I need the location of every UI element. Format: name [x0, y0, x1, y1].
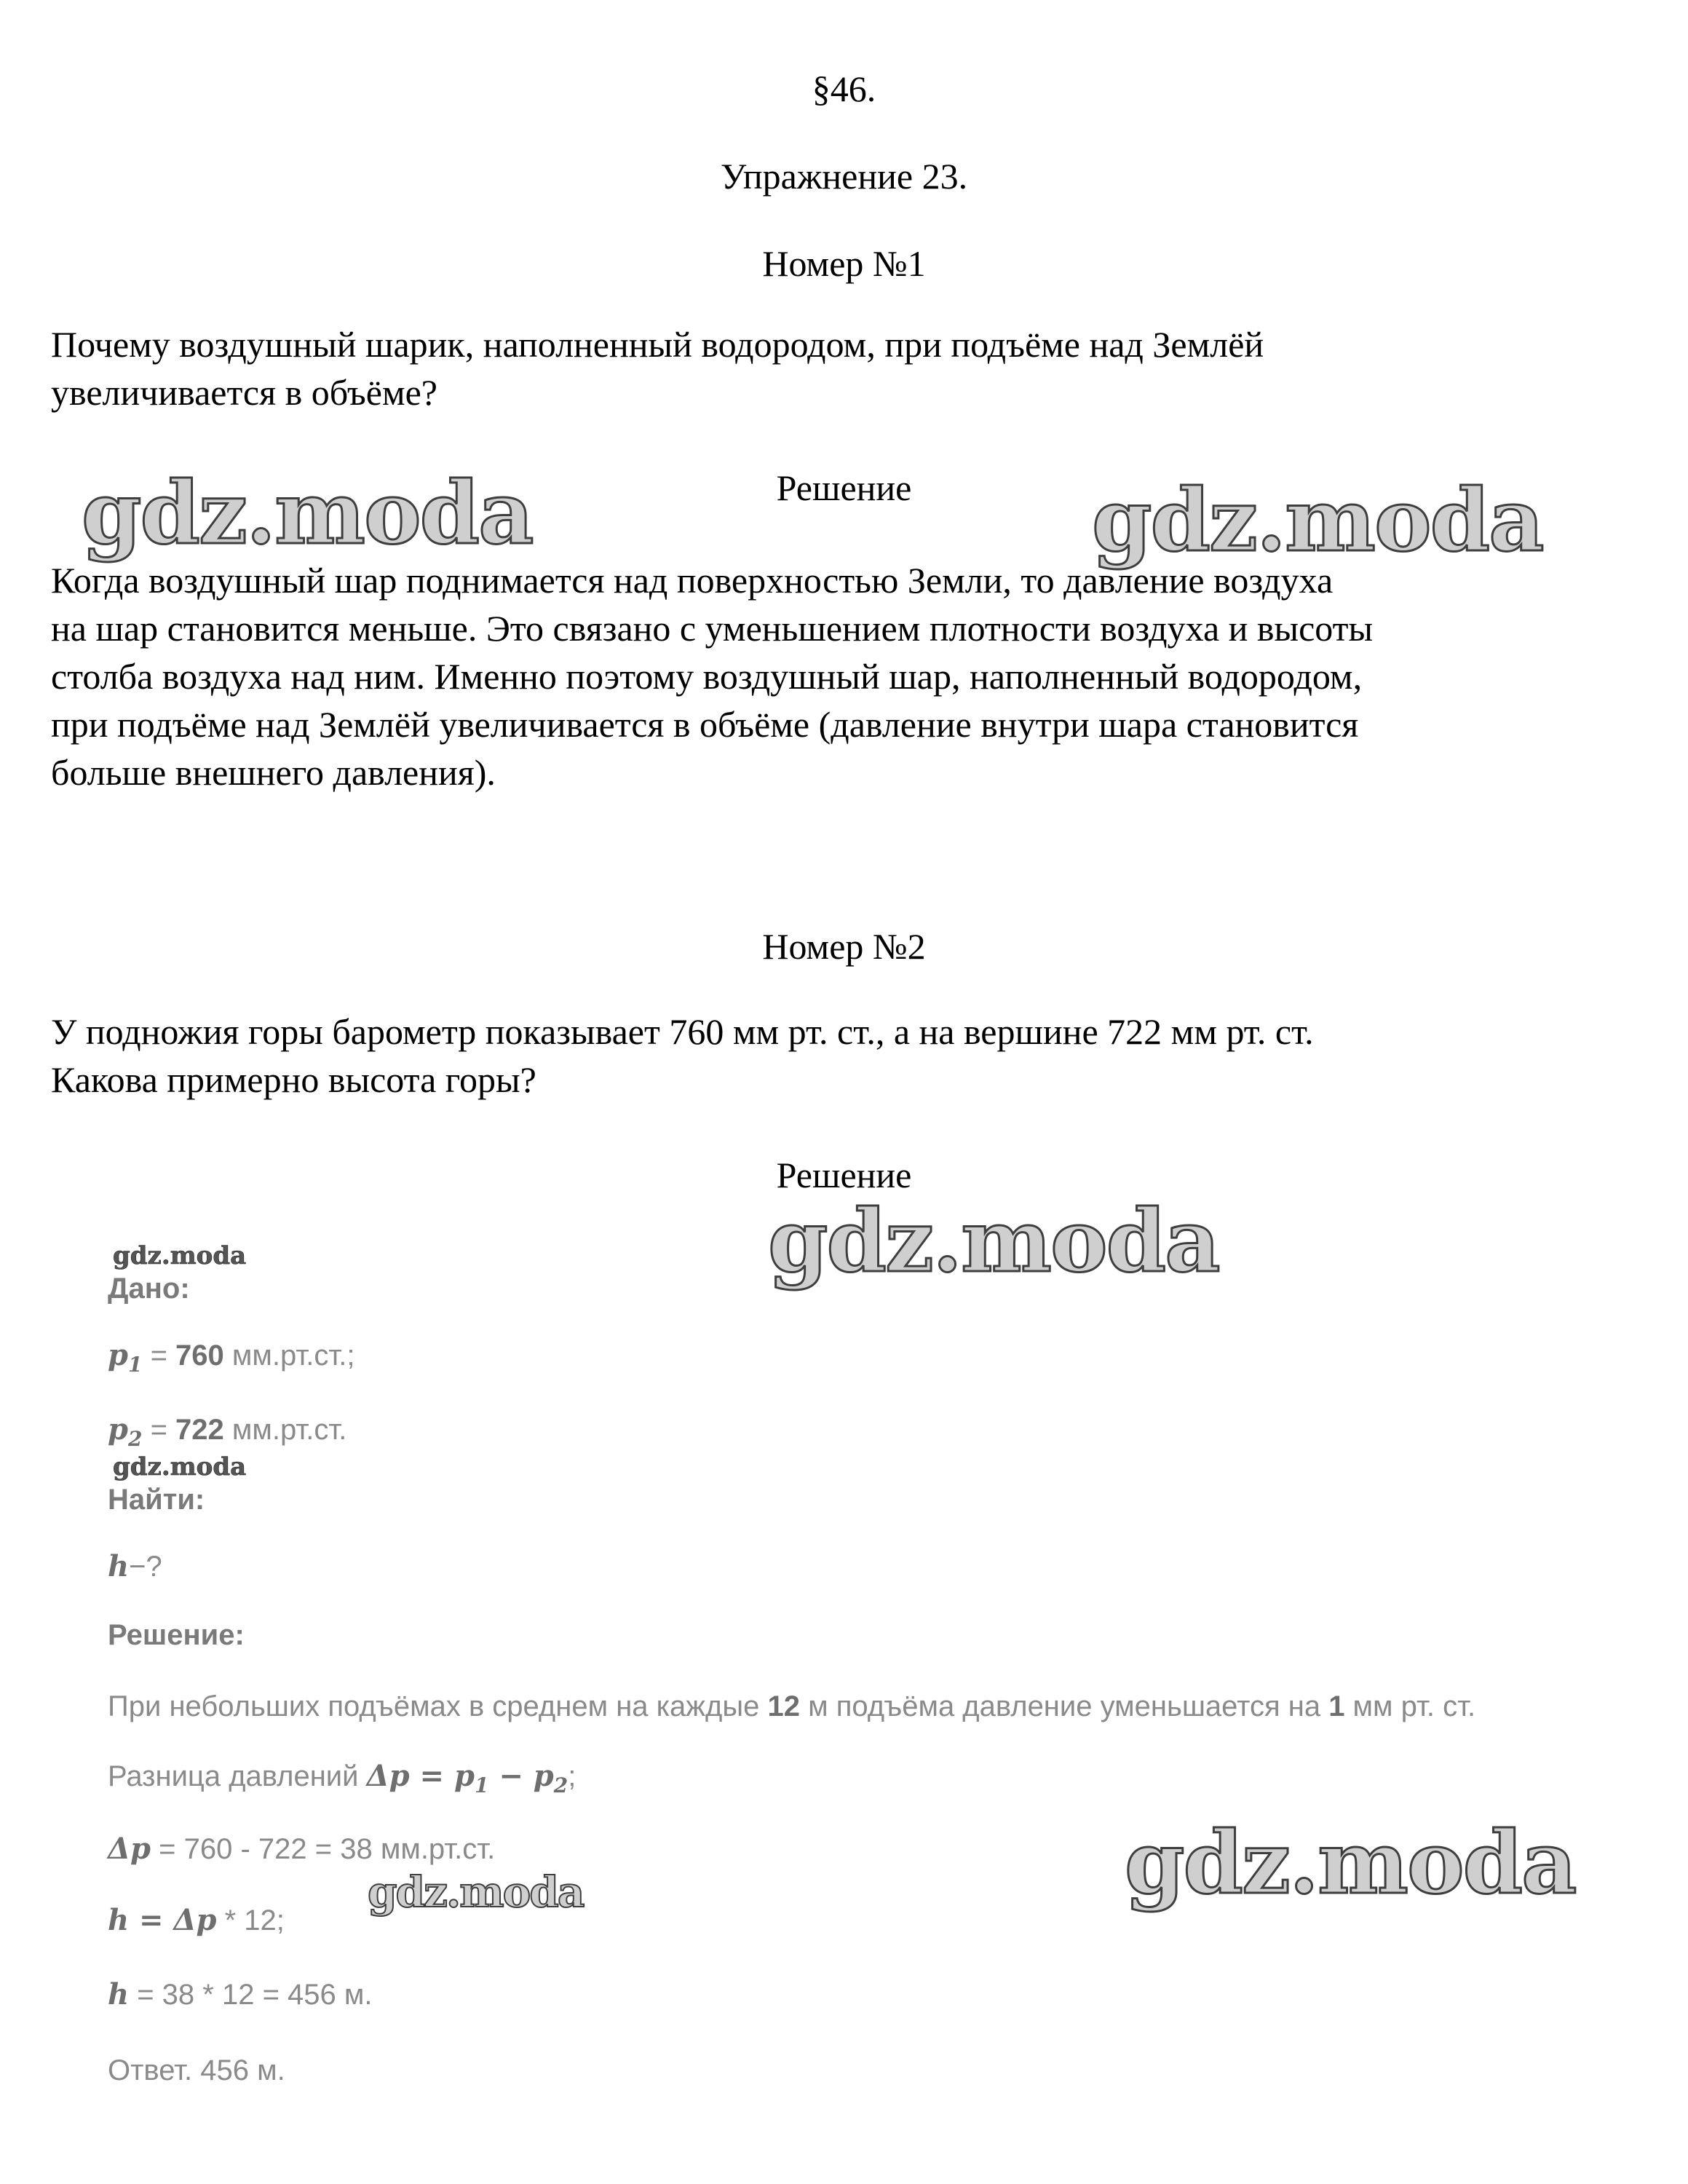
given-p2: $p_2 = 722$ мм.рт.ст.	[108, 1412, 347, 1451]
solution-diff: Разница давлений $\Delta p = p_1 - p_2$;	[108, 1759, 576, 1797]
problem-2-number: Номер №2	[762, 926, 926, 967]
solution-calc-2: h = Δp * 12;	[108, 1903, 285, 1937]
problem-1-number: Номер №1	[762, 243, 926, 284]
solution-calc-1: Δp = 760 - 722 = 38 мм.рт.ст.	[108, 1832, 496, 1866]
given-heading: Дано:	[108, 1273, 190, 1305]
solution-calc-3: h = 38 * 12 = 456 м.	[108, 1977, 373, 2011]
watermark: gdz.moda	[82, 462, 533, 563]
watermark-small: gdz.moda	[113, 1241, 247, 1270]
problem-1-solution-title: Решение	[776, 467, 912, 508]
watermark-small: gdz.moda	[113, 1452, 247, 1481]
given-p1: $p_1 = 760$ мм.рт.ст.;	[108, 1338, 355, 1377]
solution-heading: Решение:	[108, 1619, 245, 1651]
problem-1-answer: Когда воздушный шар поднимается над поверхностью Земли, то давление воздуха на шар становится меньше. Это связано с уменьшением плотности воздуха и высоты столба воздуха над ним. Именно поэтому воздушный шар, наполненный водородом, при подъёме над Землёй увеличивается в объёме (давление внутри шара становится больше внешнего давления).	[51, 560, 1374, 793]
problem-2-solution-title: Решение	[776, 1155, 912, 1195]
watermark: gdz.moda	[768, 1190, 1219, 1291]
find-heading: Найти:	[108, 1484, 205, 1516]
section-number: §46.	[812, 68, 876, 109]
problem-1-question: Почему воздушный шарик, наполненный водородом, при подъёме над Землёй увеличивается в объёме?	[51, 324, 1264, 413]
watermark: gdz.moda	[1092, 470, 1543, 571]
problem-2-question: У подножия горы барометр показывает 760 мм рт. ст., а на вершине 722 мм рт. ст. Какова примерно высота горы?	[51, 1011, 1314, 1100]
exercise-title: Упражнение 23.	[720, 156, 968, 197]
find-value: h−?	[108, 1549, 162, 1583]
solution-answer: Ответ. 456 м.	[108, 2054, 285, 2086]
watermark: gdz.moda	[368, 1867, 584, 1917]
solution-rule: При небольших подъёмах в среднем на каждые 12 м подъёма давление уменьшается на 1 мм рт. ст.	[108, 1690, 1476, 1722]
watermark: gdz.moda	[1125, 1812, 1576, 1913]
